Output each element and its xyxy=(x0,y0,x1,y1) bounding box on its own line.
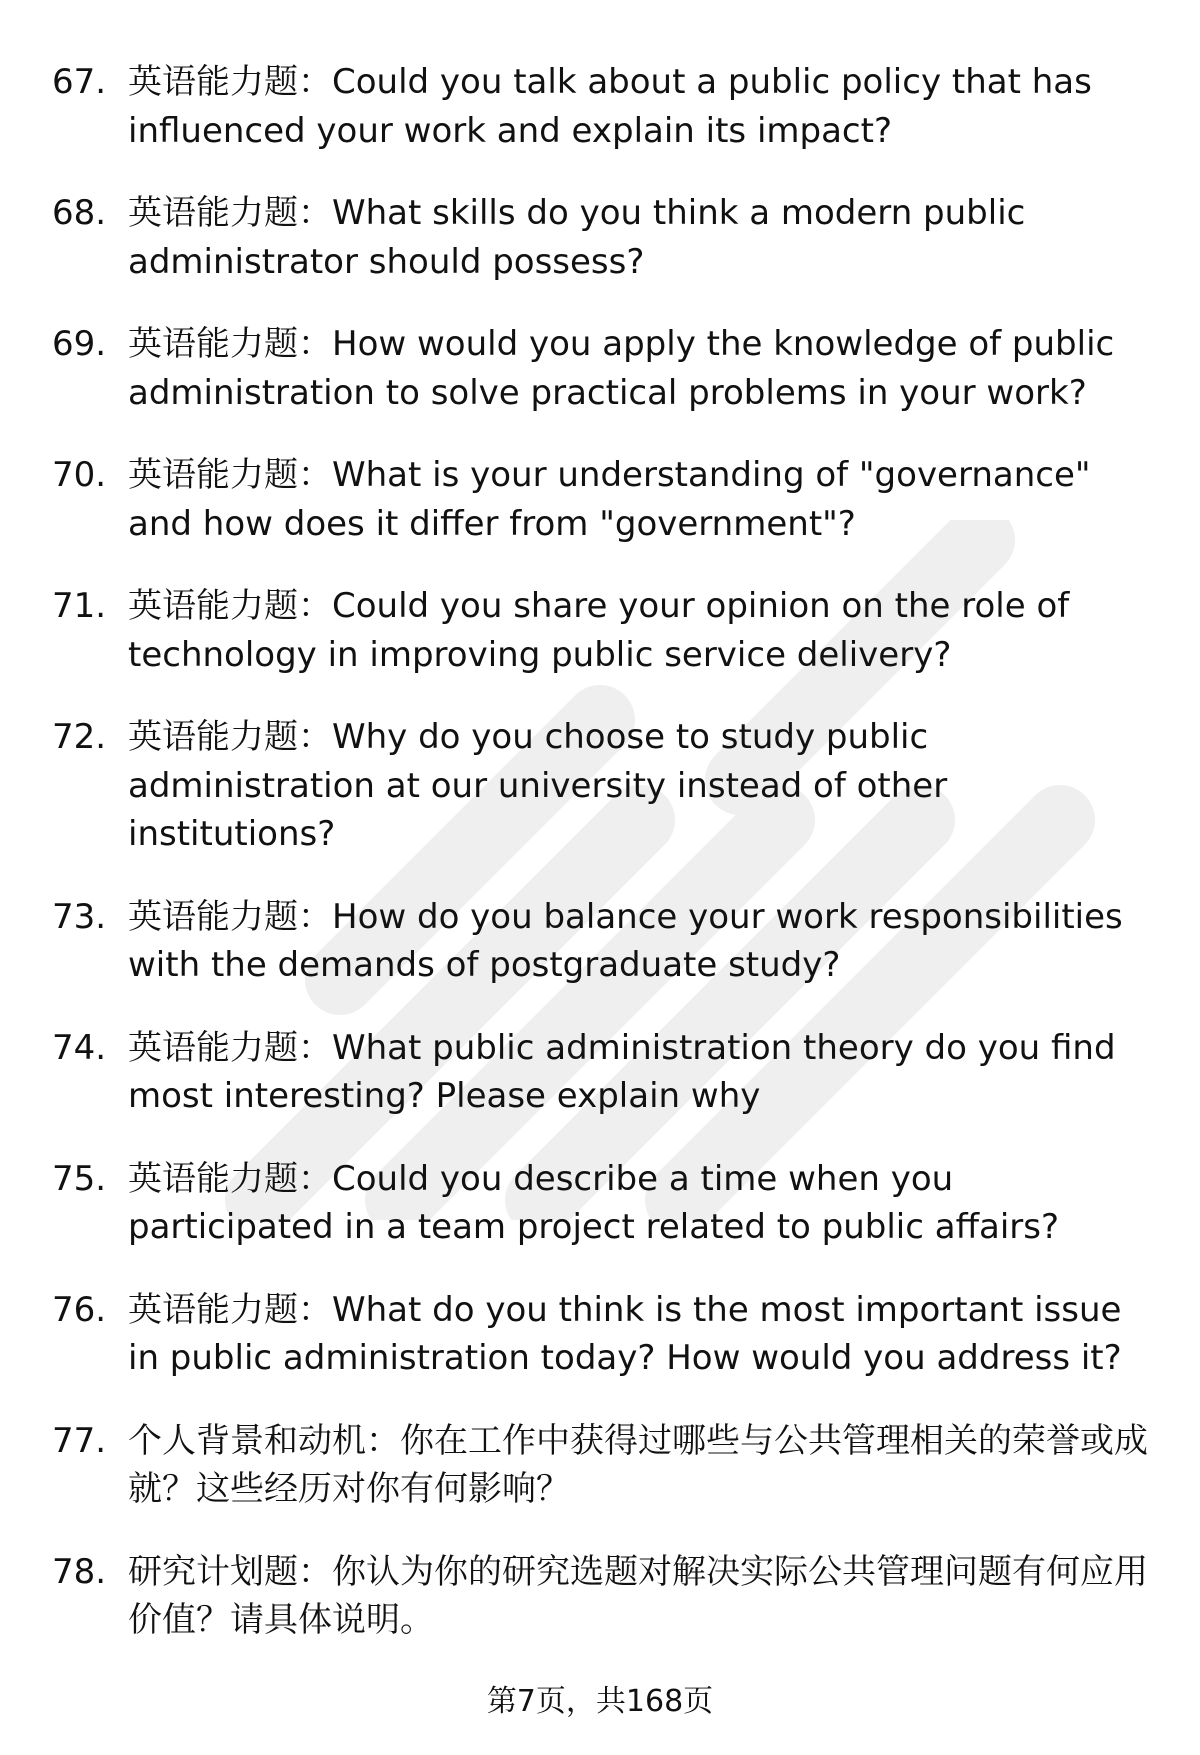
question-text: 英语能力题：What do you think is the most important issue in public administration today? How would you address it? xyxy=(128,1289,1122,1378)
question-number: 73. xyxy=(52,896,107,937)
question-item xyxy=(52,893,1152,990)
question-item xyxy=(52,451,1152,548)
question-number: 76. xyxy=(52,1289,107,1330)
question-number: 71. xyxy=(52,586,107,626)
question-item xyxy=(52,1024,1152,1121)
question-text: 英语能力题：Could you talk about a public policy that has influenced your work and explain its impact? xyxy=(128,62,1092,151)
question-text: 英语能力题：Could you describe a time when you participated in a team project related to public affairs? xyxy=(128,1158,1060,1247)
question-text: 个人背景和动机：你在工作中获得过哪些与公共管理相关的荣誉或成就？这些经历对你有何影响？ xyxy=(128,1420,1148,1509)
question-number: 70. xyxy=(52,455,107,495)
question-text: 英语能力题：Why do you choose to study public administration at our university instead of other institutions? xyxy=(128,717,948,854)
question-text: 英语能力题：What is your understanding of "governance" and how does it differ from "government"? xyxy=(128,455,1091,544)
page-number-label: 第7页，共168页 xyxy=(486,1684,714,1719)
question-item xyxy=(52,1286,1152,1383)
question-number: 77. xyxy=(52,1420,107,1461)
question-number: 75. xyxy=(52,1158,107,1199)
question-number: 69. xyxy=(52,324,107,364)
question-text: 英语能力题：What skills do you think a modern public administrator should possess? xyxy=(128,193,1026,282)
question-item xyxy=(52,713,1152,859)
question-item xyxy=(52,582,1152,679)
question-item xyxy=(52,1155,1152,1252)
question-item xyxy=(52,189,1152,286)
question-item xyxy=(52,1417,1152,1514)
question-number: 72. xyxy=(52,717,107,757)
question-text: 英语能力题：Could you share your opinion on the role of technology in improving public service delivery? xyxy=(128,586,1070,675)
question-text: 研究计划题：你认为你的研究选题对解决实际公共管理问题有何应用价值？请具体说明。 xyxy=(128,1551,1148,1640)
question-item xyxy=(52,58,1152,155)
question-text: 英语能力题：How do you balance your work responsibilities with the demands of postgraduate study? xyxy=(128,896,1123,985)
question-number: 67. xyxy=(52,62,107,102)
page-footer xyxy=(0,1676,1200,1720)
question-list xyxy=(52,58,1152,1679)
question-number: 78. xyxy=(52,1551,107,1592)
question-item xyxy=(52,1548,1152,1645)
question-number: 68. xyxy=(52,193,107,233)
question-item xyxy=(52,320,1152,417)
question-text: 英语能力题：What public administration theory do you find most interesting? Please explain why xyxy=(128,1027,1116,1116)
question-text: 英语能力题：How would you apply the knowledge of public administration to solve practical problems in your work? xyxy=(128,324,1115,413)
question-number: 74. xyxy=(52,1027,107,1068)
